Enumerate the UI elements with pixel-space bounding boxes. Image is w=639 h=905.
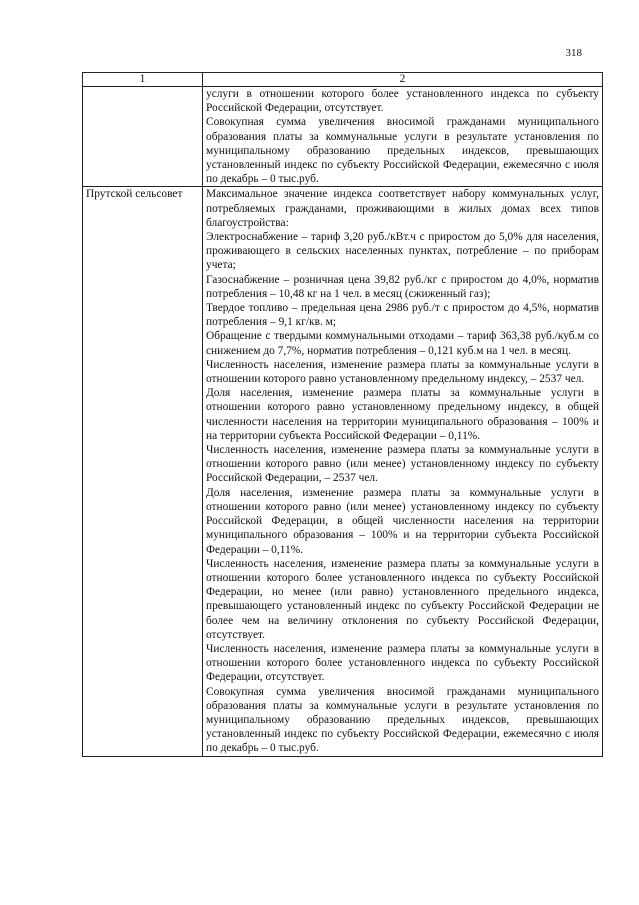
document-table <box>82 72 603 757</box>
municipality-name-cell: Прутской сельсовет <box>83 187 203 756</box>
paragraph: Твердое топливо – предельная цена 2986 руб./т с приростом до 4,5%, норматив потребления – 9,1 кг/кв. м; <box>206 302 599 329</box>
paragraph: Численность населения, изменение размера платы за коммунальные услуги в отношении которого более установленного индекса по субъекту Российской Федерации, но менее (или равно) установленного предельного индекса, превышающего установленный индекс по субъекту Российской Федерации не более чем на величину отклонения по субъекту Российской Федерации, отсутствует. <box>206 557 599 641</box>
column-header-1: 1 <box>83 73 203 87</box>
paragraph: Доля населения, изменение размера платы за коммунальные услуги в отношении которого равно (или менее) установленному индексу по субъекту Российской Федерации, в общей численности населения на территории муниципального образования – 100% и на территории субъекта Российской Федерации – 0,11%. <box>206 486 599 556</box>
paragraph: Совокупная сумма увеличения вносимой гражданами муниципального образования платы за коммунальные услуги в результате установления по муниципальному образованию предельных индексов, превышающих установленный индекс по субъекту Российской Федерации, ежемесячно с июля по декабрь – 0 тыс.руб. <box>206 685 599 755</box>
description-cell <box>203 187 603 756</box>
table-row <box>83 187 603 756</box>
paragraph: Максимальное значение индекса соответствует набору коммунальных услуг, потребляемых гражданами, проживающими в жилых домах всех типов благоустройства: <box>206 188 599 229</box>
description-cell <box>203 87 603 187</box>
paragraph: Газоснабжение – розничная цена 39,82 руб./кг с приростом до 4,0%, норматив потребления – 10,48 кг на 1 чел. в месяц (сжиженный газ); <box>206 273 599 300</box>
paragraph: Совокупная сумма увеличения вносимой гражданами муниципального образования платы за коммунальные услуги в результате установления по муниципальному образованию предельных индексов, превышающих установленный индекс по субъекту Российской Федерации, ежемесячно с июля по декабрь – 0 тыс.руб. <box>206 116 599 186</box>
paragraph: Численность населения, изменение размера платы за коммунальные услуги в отношении которого равно установленному предельному индексу, – 2537 чел. <box>206 358 599 386</box>
paragraph: услуги в отношении которого более установленного индекса по субъекту Российской Федерации, отсутствует. <box>206 88 599 115</box>
paragraph: Численность населения, изменение размера платы за коммунальные услуги в отношении которого более установленного индекса по субъекту Российской Федерации, отсутствует. <box>206 642 599 684</box>
paragraph: Обращение с твердыми коммунальными отходами – тариф 363,38 руб./куб.м со снижением до 7,7%, норматив потребления – 0,121 куб.м на 1 чел. в месяц. <box>206 330 599 357</box>
column-header-2: 2 <box>203 73 603 87</box>
paragraph: Численность населения, изменение размера платы за коммунальные услуги в отношении которого равно (или менее) установленному индексу по субъекту Российской Федерации, – 2537 чел. <box>206 444 599 485</box>
paragraph: Доля населения, изменение размера платы за коммунальные услуги в отношении которого равно установленному предельному индексу, в общей численности населения на территории муниципального образования – 100% и на территории субъекта Российской Федерации – 0,11%. <box>206 387 599 442</box>
paragraph: Электроснабжение – тариф 3,20 руб./кВт.ч с приростом до 5,0% для населения, проживающего в сельских населенных пунктах, потребление – по приборам учета; <box>206 231 599 272</box>
page-number: 318 <box>565 47 582 59</box>
table-row <box>83 87 603 187</box>
table-header-row <box>83 73 603 87</box>
municipality-name-cell <box>83 87 203 187</box>
